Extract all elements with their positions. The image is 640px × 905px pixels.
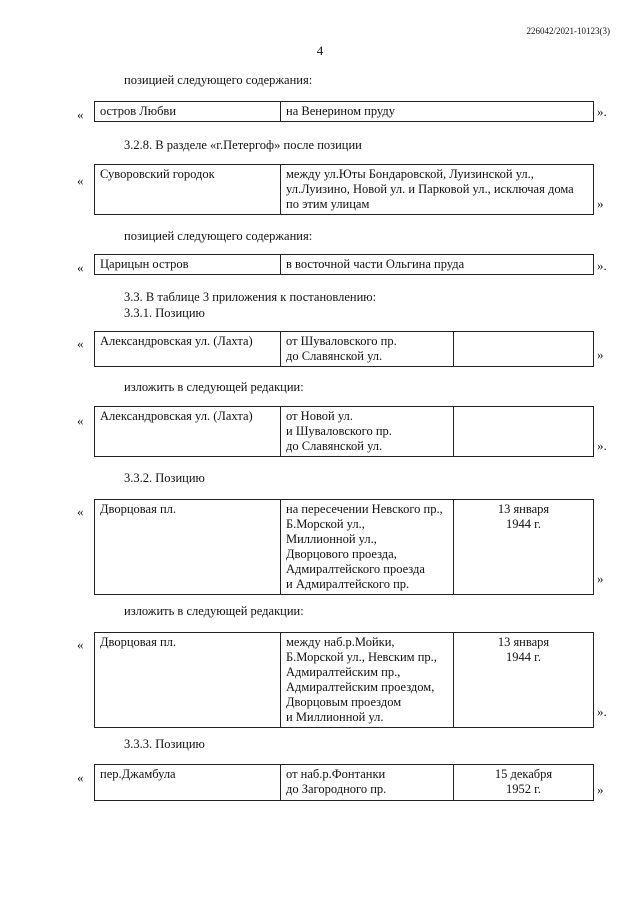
quote-open: « (77, 770, 84, 785)
table-cell-name: Царицын остров (95, 255, 281, 275)
table-cell-name: Александровская ул. (Лахта) (95, 332, 281, 367)
page-number: 4 (316, 43, 324, 58)
table-cell-location (281, 407, 454, 457)
location-line: до Славянской ул. (286, 439, 383, 453)
quote-close: » (597, 196, 604, 211)
location-line: Адмиралтейским пр., (286, 665, 401, 679)
position-table-3 (94, 254, 594, 275)
table-cell-date (454, 407, 594, 457)
table-cell-location (281, 332, 454, 367)
table-cell-name: Дворцовая пл. (95, 500, 281, 595)
date-line: 1952 г. (506, 782, 541, 796)
table-cell-date (454, 765, 594, 801)
location-line: до Загородного пр. (286, 782, 387, 796)
paragraph-new-edition-2: изложить в следующей редакции: (124, 604, 304, 618)
location-line: от Шуваловского пр. (286, 334, 397, 348)
location-line: и Шуваловского пр. (286, 424, 392, 438)
quote-close: ». (597, 704, 607, 719)
quote-close: ». (597, 438, 607, 453)
location-line: Адмиралтейским проездом, (286, 680, 435, 694)
quote-close: » (597, 347, 604, 362)
position-table-6 (94, 499, 594, 595)
paragraph-3-2-8: 3.2.8. В разделе «г.Петергоф» после позиции (124, 138, 362, 152)
table-cell-location: на Венерином пруду (281, 102, 594, 122)
quote-close: ». (597, 104, 607, 119)
table-cell-name: пер.Джамбула (95, 765, 281, 801)
paragraph-new-edition-1: изложить в следующей редакции: (124, 380, 304, 394)
location-line: от наб.р.Фонтанки (286, 767, 386, 781)
date-line: 1944 г. (506, 517, 541, 531)
position-table-1 (94, 101, 594, 122)
location-line: Б.Морской ул., Невским пр., (286, 650, 437, 664)
paragraph-position-content-2: позицией следующего содержания: (124, 229, 313, 243)
table-cell-name: Александровская ул. (Лахта) (95, 407, 281, 457)
table-cell-location (281, 765, 454, 801)
location-line: между наб.р.Мойки, (286, 635, 395, 649)
location-line: Миллионной ул., (286, 532, 377, 546)
location-line: Дворцовым проездом (286, 695, 402, 709)
table-cell-date (454, 332, 594, 367)
quote-close: » (597, 782, 604, 797)
table-cell-date (454, 633, 594, 728)
quote-close: » (597, 571, 604, 586)
location-line: и Адмиралтейского пр. (286, 577, 410, 591)
date-line: 13 января (497, 502, 550, 516)
quote-open: « (77, 504, 84, 519)
date-line: 13 января (497, 635, 550, 649)
location-line: на пересечении Невского пр., (286, 502, 443, 516)
position-table-7 (94, 632, 594, 728)
location-line: от Новой ул. (286, 409, 353, 423)
quote-open: « (77, 637, 84, 652)
quote-open: « (77, 260, 84, 275)
table-cell-location: в восточной части Ольгина пруда (281, 255, 594, 275)
table-cell-location (281, 165, 594, 215)
quote-open: « (77, 336, 84, 351)
table-cell-location (281, 633, 454, 728)
quote-open: « (77, 173, 84, 188)
table-cell-date (454, 500, 594, 595)
date-line: 1944 г. (506, 650, 541, 664)
table-cell-name: Суворовский городок (95, 165, 281, 215)
quote-open: « (77, 413, 84, 428)
location-line: и Миллионной ул. (286, 710, 384, 724)
paragraph-3-3-2: 3.3.2. Позицию (124, 471, 205, 485)
position-table-4 (94, 331, 594, 367)
location-line: между ул.Юты Бондаровской, Луизинской ул., (286, 167, 534, 181)
location-line: Б.Морской ул., (286, 517, 365, 531)
location-line: до Славянской ул. (286, 349, 383, 363)
table-cell-name: остров Любви (95, 102, 281, 122)
quote-open: « (77, 107, 84, 122)
quote-close: ». (597, 258, 607, 273)
location-line: по этим улицам (286, 197, 370, 211)
position-table-2 (94, 164, 594, 215)
document-code: 226042/2021-10123(3) (526, 26, 610, 36)
location-line: Дворцового проезда, (286, 547, 397, 561)
position-table-8 (94, 764, 594, 801)
table-cell-name: Дворцовая пл. (95, 633, 281, 728)
location-line: Адмиралтейского проезда (286, 562, 425, 576)
table-cell-location (281, 500, 454, 595)
date-line: 15 декабря (494, 767, 553, 781)
paragraph-3-3-1: 3.3.1. Позицию (124, 306, 205, 320)
location-line: ул.Луизино, Новой ул. и Парковой ул., исключая дома (286, 182, 574, 196)
paragraph-3-3-3: 3.3.3. Позицию (124, 737, 205, 751)
paragraph-3-3: 3.3. В таблице 3 приложения к постановлению: (124, 290, 377, 304)
position-table-5 (94, 406, 594, 457)
paragraph-position-content-1: позицией следующего содержания: (124, 73, 313, 87)
